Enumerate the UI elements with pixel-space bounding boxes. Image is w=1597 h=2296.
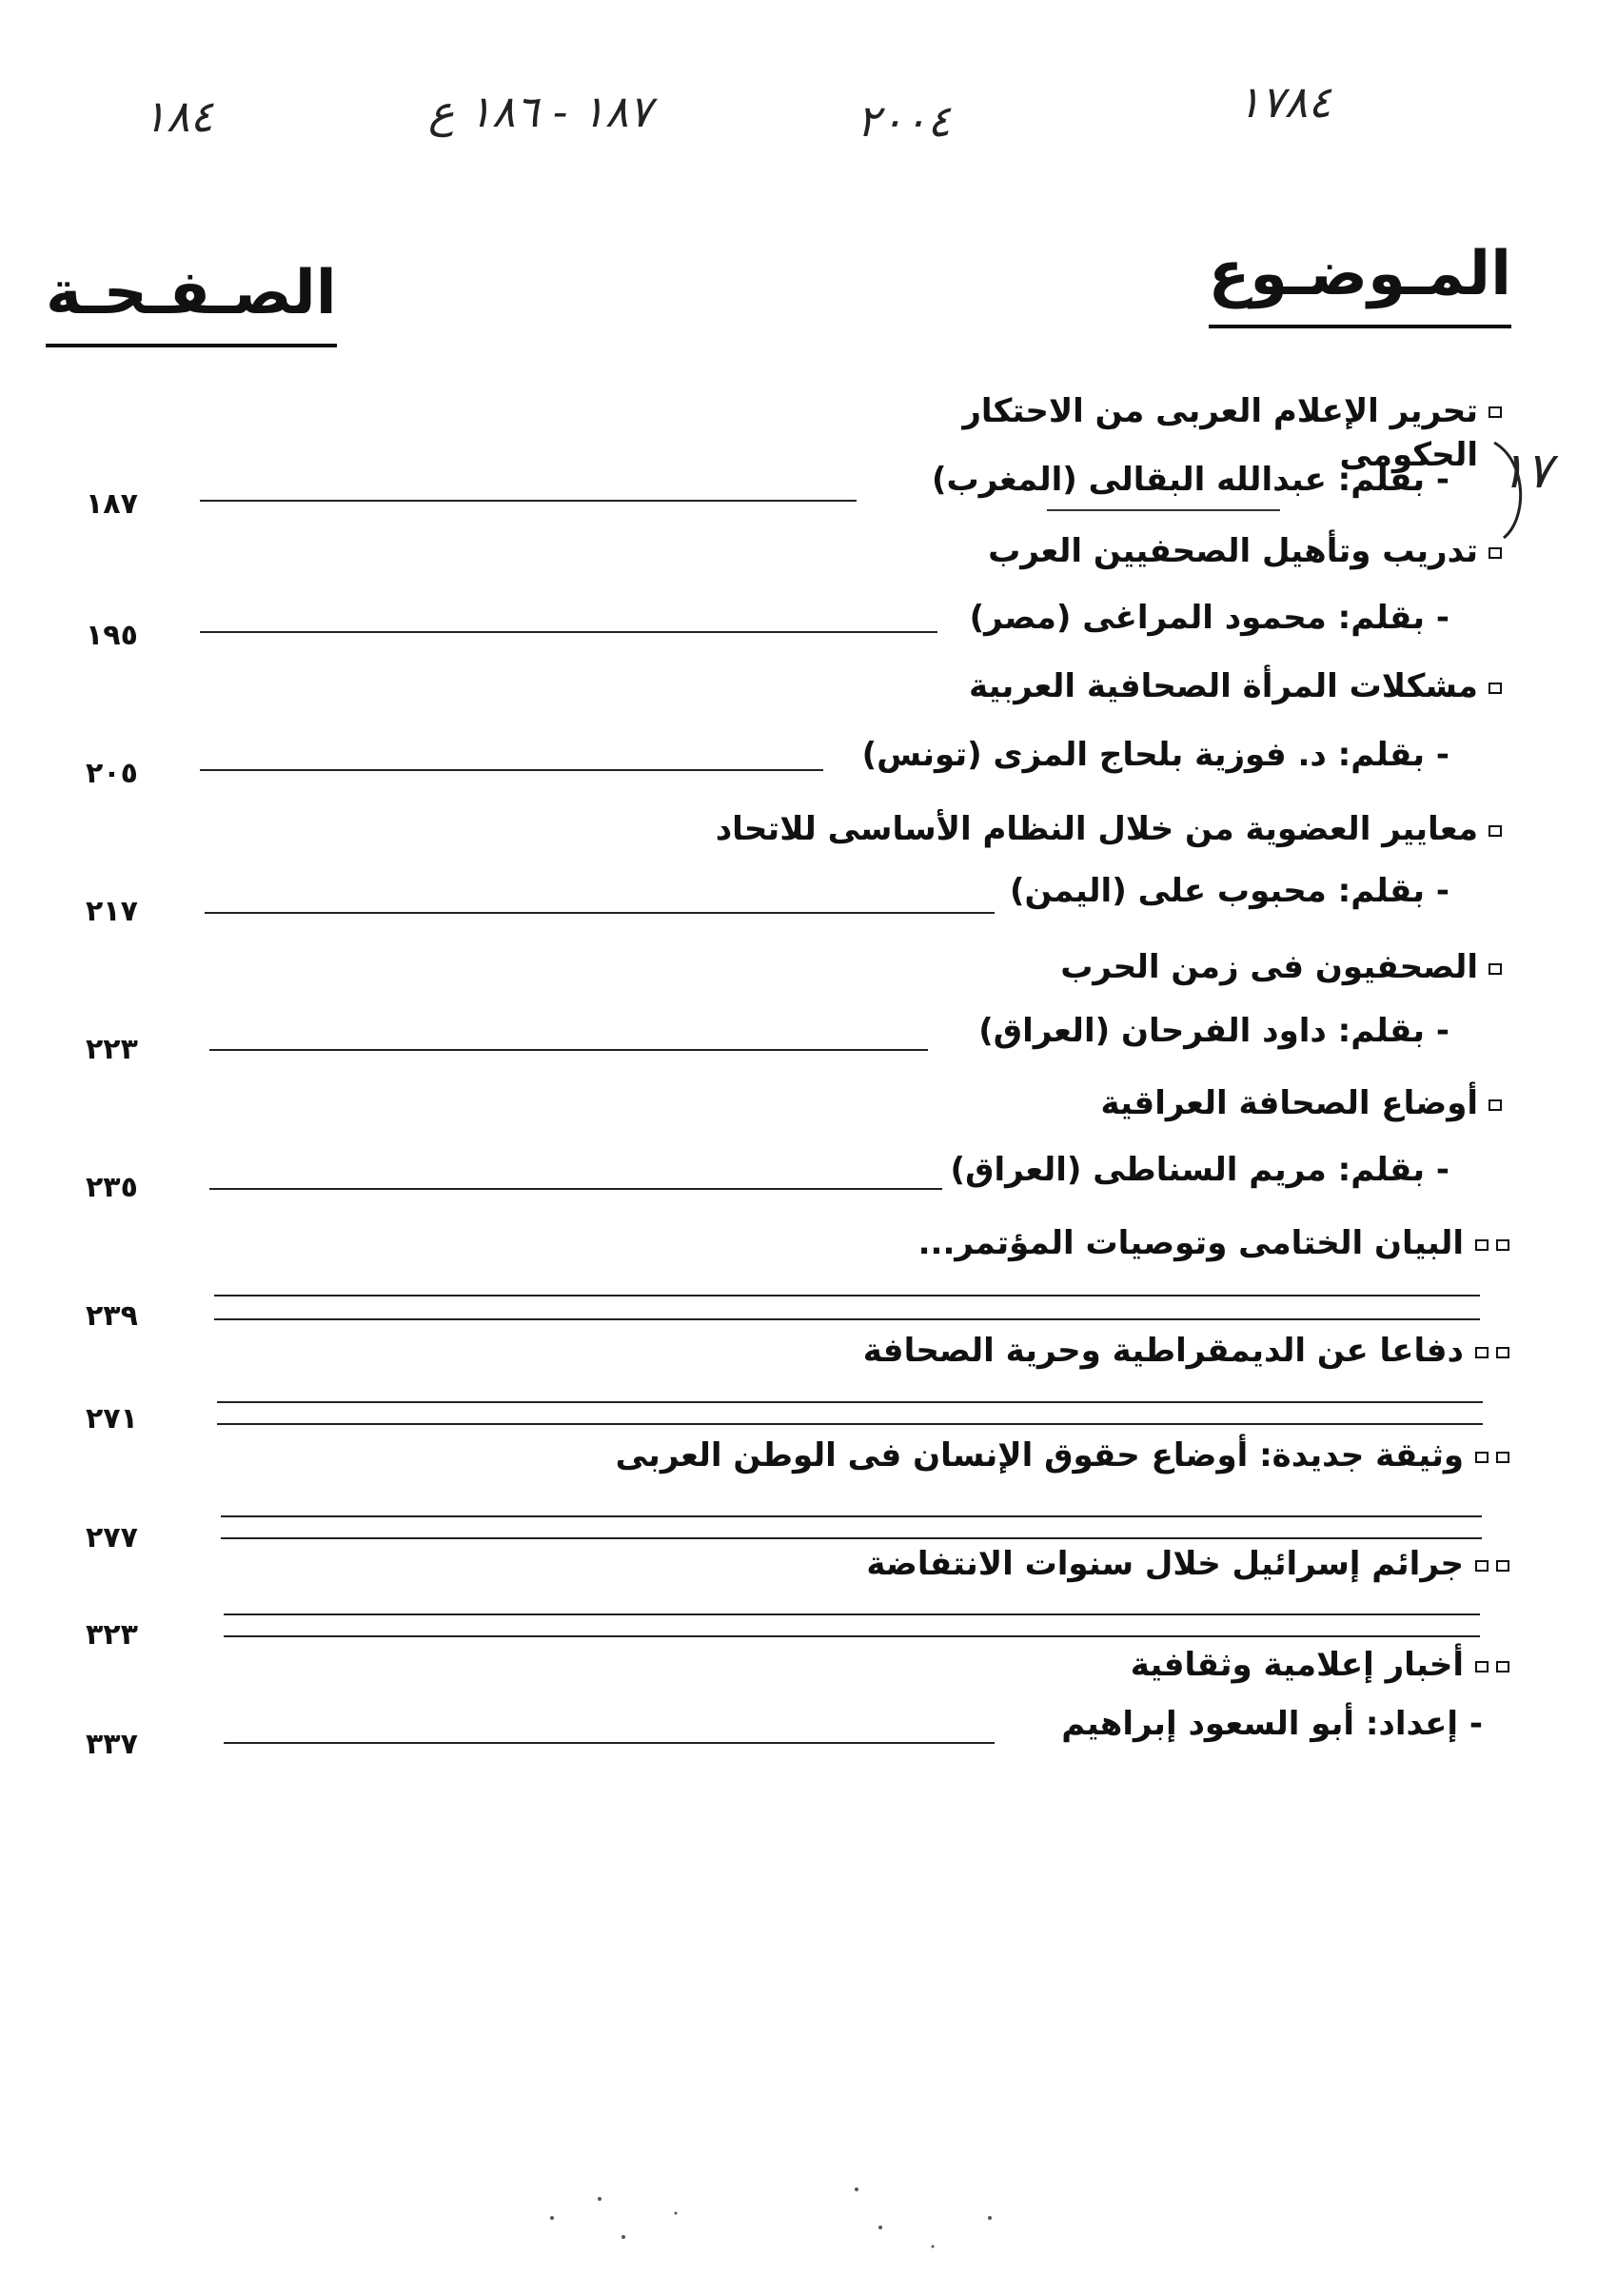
double-square-bullet-icon <box>1475 1347 1489 1358</box>
page-number: ٢١٧ <box>86 895 138 928</box>
double-square-bullet-icon <box>1475 1661 1489 1673</box>
toc-topic <box>1473 1223 1509 1264</box>
toc-topic-text: معايير العضوية من خلال النظام الأساسى للاتحاد <box>715 810 1478 848</box>
handwritten-pages-range: ١٨٧ - ١٨٦ ع <box>428 86 653 137</box>
double-square-bullet-icon <box>1475 1560 1489 1572</box>
dotted-leader <box>200 500 857 502</box>
square-bullet-icon <box>1489 683 1502 694</box>
double-square-bullet-icon <box>1496 1239 1509 1251</box>
page-number: ٢٧١ <box>86 1402 138 1435</box>
toc-topic-text: أخبار إعلامية وثقافية <box>1130 1646 1464 1684</box>
toc-topic-text: دفاعا عن الديمقراطية وحرية الصحافة <box>862 1332 1464 1370</box>
margin-note: ١٧ <box>1499 443 1552 500</box>
toc-topic-text: مشكلات المرأة الصحافية العربية <box>969 667 1478 705</box>
square-bullet-icon <box>1489 406 1502 418</box>
page-number: ٢٣٩ <box>86 1299 138 1333</box>
double-square-bullet-icon <box>1475 1452 1489 1463</box>
double-square-bullet-icon <box>1496 1452 1509 1463</box>
handwritten-year: ٢٠٠٤ <box>857 95 951 147</box>
dotted-leader <box>217 1423 1483 1425</box>
toc-author: - بقلم: محبوب على (اليمن) <box>1009 872 1449 910</box>
page-number: ٣٢٣ <box>86 1618 138 1652</box>
square-bullet-icon <box>1489 825 1502 837</box>
scan-noise <box>533 2161 1009 2275</box>
toc-author: - بقلم: مريم السناطى (العراق) <box>950 1151 1449 1189</box>
square-bullet-icon <box>1489 963 1502 975</box>
toc-topic-text: تدريب وتأهيل الصحفيين العرب <box>988 532 1478 570</box>
dotted-leader <box>224 1635 1480 1637</box>
toc-topic-text: البيان الختامى وتوصيات المؤتمر... <box>917 1224 1464 1262</box>
toc-topic <box>1473 1544 1509 1585</box>
dotted-leader <box>221 1515 1482 1517</box>
page-number: ٢٠٥ <box>86 757 138 790</box>
dotted-leader <box>209 1188 942 1190</box>
dotted-leader <box>200 769 823 771</box>
page-header: الصـفـحـة <box>46 257 337 347</box>
toc-topic <box>1473 1435 1509 1476</box>
toc-author: - بقلم: محمود المراغى (مصر) <box>969 599 1449 637</box>
toc-author: - بقلم: د. فوزية بلحاج المزى (تونس) <box>861 736 1449 774</box>
dotted-leader <box>214 1295 1480 1296</box>
toc-author: - بقلم: داود الفرحان (العراق) <box>978 1012 1449 1050</box>
toc-topic <box>1481 809 1502 850</box>
double-square-bullet-icon <box>1496 1661 1509 1673</box>
double-square-bullet-icon <box>1496 1560 1509 1572</box>
dotted-leader <box>217 1401 1483 1403</box>
toc-topic <box>1481 666 1502 707</box>
dotted-leader <box>205 912 995 914</box>
toc-topic-text: تحرير الإعلام العربى من الاحتكار الحكومى <box>962 392 1478 474</box>
margin-bracket <box>1485 433 1542 547</box>
dotted-leader <box>209 1049 928 1051</box>
toc-topic <box>1481 390 1502 431</box>
page-number: ٢٣٥ <box>86 1171 138 1204</box>
handwritten-number-left: ١٨٤ <box>143 90 214 142</box>
dotted-leader <box>214 1318 1480 1320</box>
toc-topic <box>1473 1331 1509 1372</box>
square-bullet-icon <box>1489 547 1502 559</box>
toc-topic <box>1473 1645 1509 1686</box>
dotted-leader <box>221 1537 1482 1539</box>
dotted-leader <box>224 1742 995 1744</box>
toc-topic-text: الصحفيون فى زمن الحرب <box>1060 948 1478 986</box>
page-number: ١٩٥ <box>86 619 138 652</box>
page-number: ٢٧٧ <box>86 1521 138 1554</box>
toc-author: - بقلم: عبدالله البقالى (المغرب) <box>932 461 1449 499</box>
toc-topic <box>1481 531 1502 572</box>
dotted-leader <box>224 1613 1480 1615</box>
dotted-leader <box>200 631 937 633</box>
toc-topic <box>1481 1083 1502 1124</box>
handwritten-number-right: ١٧٨٤ <box>1237 76 1331 128</box>
toc-topic-text: أوضاع الصحافة العراقية <box>1100 1084 1478 1122</box>
double-square-bullet-icon <box>1475 1239 1489 1251</box>
handwritten-underline <box>1047 509 1280 511</box>
page-number: ٣٣٧ <box>86 1728 138 1761</box>
toc-author: - إعداد: أبو السعود إبراهيم <box>1061 1705 1483 1743</box>
page-number: ٢٢٣ <box>86 1033 138 1066</box>
toc-topic <box>1481 947 1502 988</box>
toc-topic-text: جرائم إسرائيل خلال سنوات الانتفاضة <box>866 1545 1464 1583</box>
double-square-bullet-icon <box>1496 1347 1509 1358</box>
topic-header: المـوضـوع <box>1209 238 1511 328</box>
page-number: ١٨٧ <box>86 487 138 521</box>
toc-topic-text: وثيقة جديدة: أوضاع حقوق الإنسان فى الوطن العربى <box>615 1436 1464 1475</box>
square-bullet-icon <box>1489 1099 1502 1111</box>
